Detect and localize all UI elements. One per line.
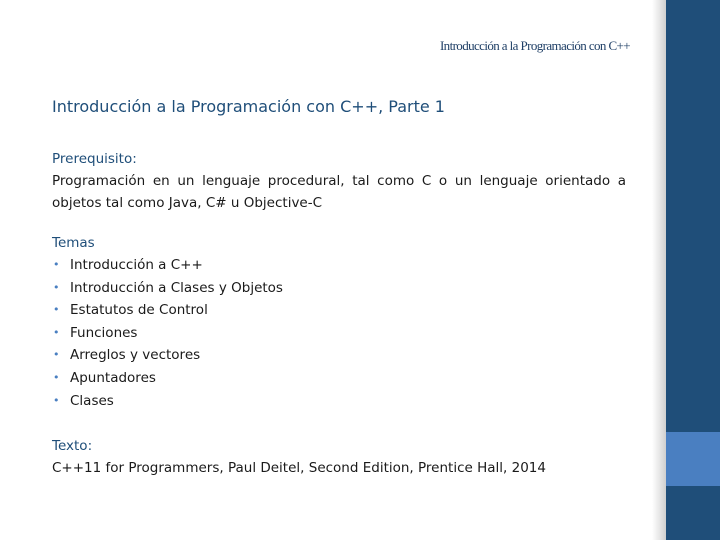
side-accent-bar-middle [666, 432, 720, 486]
side-accent-bar-top [666, 0, 720, 432]
prerequisite-label: Prerequisito: [52, 151, 137, 167]
list-item [52, 344, 626, 367]
topics-list [52, 254, 626, 412]
topic-label: Introducción a C++ [70, 257, 203, 273]
textbook-label: Texto: [52, 438, 93, 454]
topic-label: Introducción a Clases y Objetos [70, 279, 283, 296]
bullet-icon: • [53, 393, 60, 407]
side-shadow [652, 0, 666, 540]
topic-label: Funciones [70, 324, 138, 341]
topics-section [52, 232, 626, 412]
bullet-icon: • [53, 280, 60, 294]
list-item [52, 254, 626, 277]
textbook-section [52, 435, 626, 479]
list-item [52, 390, 626, 413]
list-item [52, 299, 626, 322]
topic-label: Estatutos de Control [70, 302, 208, 319]
prerequisite-text: Programación en un lenguaje procedural, tal como C o un lenguaje orientado a objetos tal como Java, C# u Objective-C [52, 173, 626, 211]
bullet-icon: • [53, 325, 60, 339]
bullet-icon: • [53, 370, 60, 384]
bullet-icon: • [53, 258, 60, 271]
list-item [52, 277, 626, 300]
list-item [52, 367, 626, 390]
topic-label: Apuntadores [70, 369, 156, 386]
slide-title: Introducción a la Programación con C++, Parte 1 [52, 97, 445, 116]
bullet-icon: • [53, 348, 60, 362]
prerequisite-section [52, 148, 626, 214]
bullet-icon: • [53, 303, 60, 317]
topic-label: Arreglos y vectores [70, 347, 201, 364]
list-item [52, 322, 626, 345]
topic-label: Clases [70, 392, 114, 409]
textbook-text: C++11 for Programmers, Paul Deitel, Second Edition, Prentice Hall, 2014 [52, 460, 546, 476]
topics-label: Temas [52, 235, 95, 251]
running-header: Introducción a la Programación con C++ [439, 38, 630, 53]
side-accent-bar-bottom [666, 486, 720, 540]
